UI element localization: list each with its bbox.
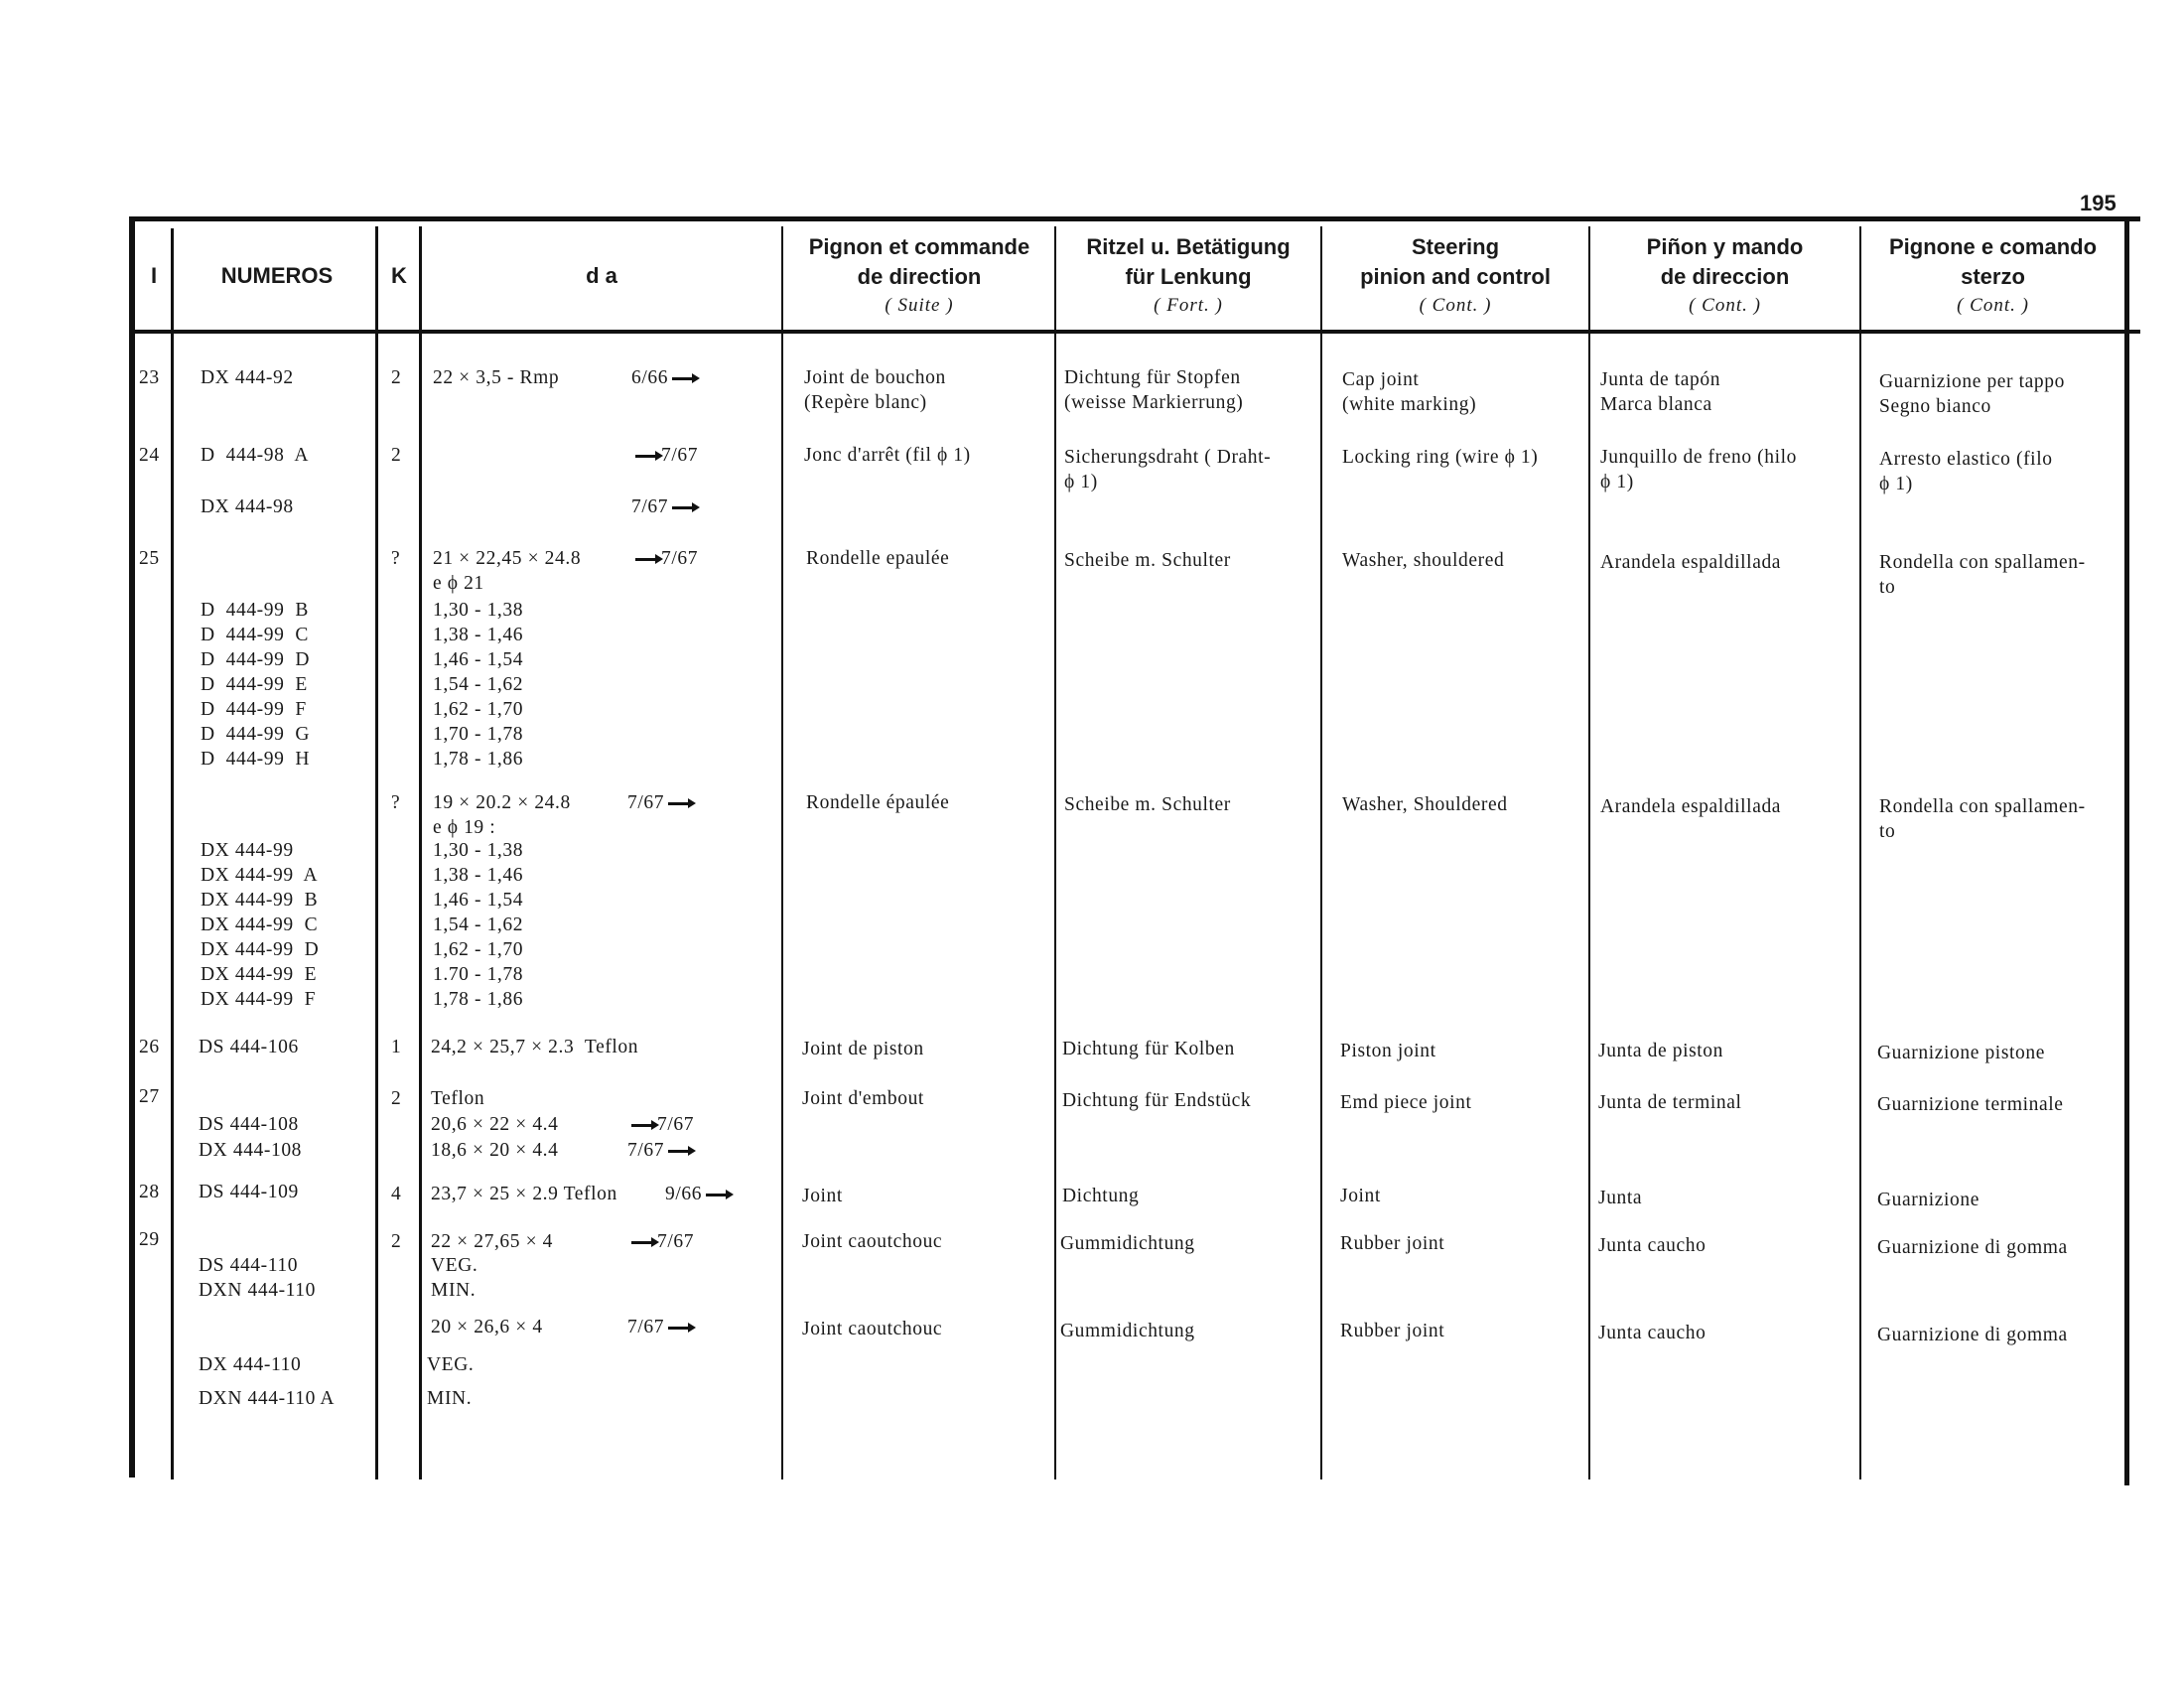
quantity: 2 — [391, 445, 402, 466]
desc-french: Joint de bouchon (Repère blanc) — [804, 367, 946, 413]
part-number-list: DS 444-110 DXN 444-110 — [199, 1255, 316, 1301]
part-number: D 444-98 A — [201, 445, 310, 466]
desc-italian: Rondella con spallamen- to — [1879, 796, 2086, 842]
arrow-icon — [672, 506, 694, 509]
desc-italian: Guarnizione — [1877, 1190, 1979, 1210]
variant-list: VEG. MIN. — [431, 1255, 478, 1301]
quantity: ? — [391, 548, 401, 569]
desc-german: Dichtung für Endstück — [1062, 1090, 1252, 1111]
desc-english: Piston joint — [1340, 1041, 1436, 1061]
date-note: 7/67 — [627, 790, 694, 815]
size-range-list: 1,30 - 1,38 1,38 - 1,46 1,46 - 1,54 1,54 - 1,62 1,62 - 1,70 1.70 - 1,78 1,78 - 1,86 — [433, 840, 524, 1010]
date-note: 6/66 — [631, 365, 698, 390]
part-number-list: DX 444-99 DX 444-99 A DX 444-99 B DX 444-99 C DX 444-99 D DX 444-99 E DX 444-99 F — [201, 840, 320, 1010]
dimension: 24,2 × 25,7 × 2.3 Teflon — [431, 1037, 639, 1057]
desc-german: Gummidichtung — [1060, 1233, 1195, 1254]
desc-italian: Rondella con spallamen- to — [1879, 552, 2086, 598]
desc-german: Scheibe m. Schulter — [1064, 550, 1231, 571]
desc-german: Dichtung für Stopfen (weisse Markierrung) — [1064, 367, 1244, 413]
row-index: 26 — [139, 1037, 160, 1057]
desc-english: Emd piece joint — [1340, 1092, 1472, 1113]
row-index: 25 — [139, 548, 160, 569]
desc-english: Cap joint (white marking) — [1342, 369, 1477, 415]
desc-english: Locking ring (wire ϕ 1) — [1342, 447, 1539, 468]
arrow-icon — [635, 558, 657, 561]
row-index: 24 — [139, 445, 160, 466]
dimension: 22 × 3,5 - Rmp — [433, 367, 560, 388]
dimension: 20 × 26,6 × 4 — [431, 1317, 543, 1337]
header-index: I — [150, 263, 158, 288]
header-da: d a — [586, 263, 617, 288]
desc-spanish: Junta de terminal — [1598, 1092, 1742, 1113]
desc-english: Rubber joint — [1340, 1321, 1445, 1341]
quantity: 2 — [391, 367, 402, 388]
desc-spanish: Junta — [1598, 1188, 1643, 1208]
quantity: 4 — [391, 1184, 402, 1204]
header-spanish: Piñon y mando de direccion ( Cont. ) — [1646, 234, 1804, 316]
part-number: DS 444-106 — [199, 1037, 299, 1057]
header-french: Pignon et commande de direction ( Suite ) — [808, 234, 1030, 316]
arrow-icon — [668, 1327, 690, 1330]
arrow-icon — [635, 455, 657, 458]
dimension: 18,6 × 20 × 4.4 — [431, 1140, 559, 1161]
arrow-icon — [631, 1124, 653, 1127]
header-english: Steering pinion and control ( Cont. ) — [1360, 234, 1551, 316]
variant: MIN. — [427, 1388, 473, 1409]
desc-italian: Guarnizione di gomma — [1877, 1237, 2068, 1258]
desc-french: Joint d'embout — [802, 1088, 924, 1109]
part-number: DS 444-108 — [199, 1114, 299, 1135]
date-note: 7/67 — [627, 1112, 694, 1137]
arrow-icon — [706, 1194, 728, 1196]
row-index: 23 — [139, 367, 160, 388]
desc-french: Jonc d'arrêt (fil ϕ 1) — [804, 445, 971, 466]
desc-english: Joint — [1340, 1186, 1381, 1206]
desc-spanish: Junta caucho — [1598, 1235, 1706, 1256]
dimension: 22 × 27,65 × 4 — [431, 1231, 554, 1252]
desc-french: Rondelle epaulée — [806, 548, 950, 569]
part-number: DX 444-98 — [201, 496, 294, 517]
desc-german: Sicherungsdraht ( Draht- ϕ 1) — [1064, 447, 1272, 492]
desc-italian: Arresto elastico (filo ϕ 1) — [1879, 449, 2053, 494]
desc-spanish: Arandela espaldillada — [1600, 552, 1782, 573]
desc-french: Joint caoutchouc — [802, 1231, 943, 1252]
dimension: 19 × 20.2 × 24.8 e ϕ 19 : — [433, 792, 571, 838]
desc-spanish: Junquillo de freno (hilo ϕ 1) — [1600, 447, 1797, 492]
date-note: 7/67 — [631, 494, 698, 519]
row-index: 27 — [139, 1086, 160, 1107]
desc-german: Gummidichtung — [1060, 1321, 1195, 1341]
date-note: 7/67 — [631, 443, 698, 468]
arrow-icon — [631, 1241, 653, 1244]
desc-italian: Guarnizione terminale — [1877, 1094, 2064, 1115]
quantity: ? — [391, 792, 401, 813]
desc-english: Rubber joint — [1340, 1233, 1445, 1254]
quantity: 2 — [391, 1231, 402, 1252]
desc-italian: Guarnizione di gomma — [1877, 1325, 2068, 1345]
desc-italian: Guarnizione per tappo Segno bianco — [1879, 371, 2065, 417]
desc-italian: Guarnizione pistone — [1877, 1043, 2045, 1063]
desc-spanish: Junta de piston — [1598, 1041, 1723, 1061]
dimension: 23,7 × 25 × 2.9 Teflon — [431, 1184, 617, 1204]
desc-english: Washer, shouldered — [1342, 550, 1505, 571]
header-italian: Pignone e comando sterzo ( Cont. ) — [1888, 234, 2098, 316]
dimension: 20,6 × 22 × 4.4 — [431, 1114, 559, 1135]
part-number: DS 444-109 — [199, 1182, 299, 1202]
desc-german: Dichtung — [1062, 1186, 1140, 1206]
part-number: DX 444-108 — [199, 1140, 303, 1161]
part-number: DXN 444-110 A — [199, 1388, 336, 1409]
desc-german: Dichtung für Kolben — [1062, 1039, 1235, 1059]
part-number-list: D 444-99 B D 444-99 C D 444-99 D D 444-99 E D 444-99 F D 444-99 G D 444-99 H — [201, 600, 311, 770]
date-note: 7/67 — [627, 1229, 694, 1254]
desc-spanish: Arandela espaldillada — [1600, 796, 1782, 817]
row-index: 29 — [139, 1229, 160, 1250]
variant: VEG. — [427, 1354, 475, 1375]
date-note: 7/67 — [627, 1315, 694, 1339]
desc-french: Joint de piston — [802, 1039, 924, 1059]
page-number: 195 — [2080, 191, 2116, 215]
quantity: 2 — [391, 1088, 402, 1109]
desc-french: Joint caoutchouc — [802, 1319, 943, 1339]
arrow-icon — [668, 802, 690, 805]
desc-spanish: Junta caucho — [1598, 1323, 1706, 1343]
arrow-icon — [668, 1150, 690, 1153]
header-numeros: NUMEROS — [220, 263, 334, 288]
part-number: DX 444-92 — [201, 367, 294, 388]
desc-french: Joint — [802, 1186, 843, 1206]
size-range-list: 1,30 - 1,38 1,38 - 1,46 1,46 - 1,54 1,54 - 1,62 1,62 - 1,70 1,70 - 1,78 1,78 - 1,86 — [433, 600, 524, 770]
quantity: 1 — [391, 1037, 402, 1057]
desc-german: Scheibe m. Schulter — [1064, 794, 1231, 815]
desc-spanish: Junta de tapón Marca blanca — [1600, 369, 1721, 415]
header-k: K — [391, 263, 407, 288]
material: Teflon — [431, 1088, 485, 1109]
desc-english: Washer, Shouldered — [1342, 794, 1508, 815]
arrow-icon — [672, 377, 694, 380]
date-note: 9/66 — [665, 1182, 732, 1206]
header-german: Ritzel u. Betätigung für Lenkung ( Fort. ) — [1086, 234, 1291, 316]
date-note: 7/67 — [627, 1138, 694, 1163]
dimension: 21 × 22,45 × 24.8 e ϕ 21 — [433, 548, 582, 594]
row-index: 28 — [139, 1182, 160, 1202]
desc-french: Rondelle épaulée — [806, 792, 950, 813]
date-note: 7/67 — [631, 546, 698, 571]
part-number: DX 444-110 — [199, 1354, 302, 1375]
